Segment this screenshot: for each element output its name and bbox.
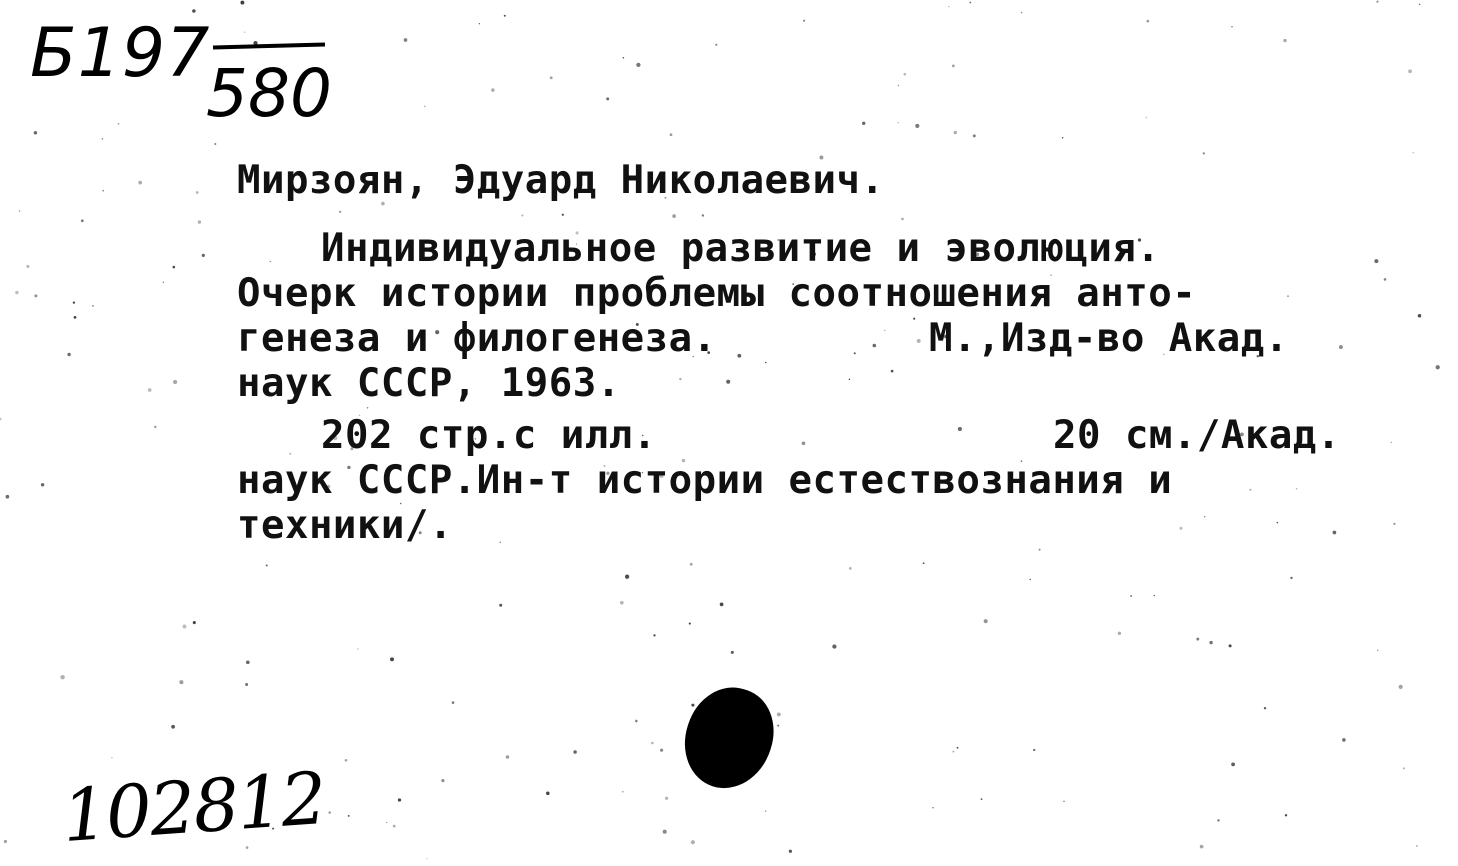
paper-speck bbox=[193, 621, 196, 624]
paper-speck bbox=[1412, 152, 1414, 154]
paper-speck bbox=[984, 619, 988, 623]
paper-speck bbox=[635, 720, 638, 723]
paper-speck bbox=[670, 133, 673, 136]
paper-speck bbox=[651, 742, 654, 745]
title-line-3: генеза и филогенеза. bbox=[237, 316, 717, 361]
paper-speck bbox=[849, 567, 852, 570]
paper-speck bbox=[4, 840, 7, 843]
paper-speck bbox=[424, 106, 426, 108]
paper-speck bbox=[138, 181, 142, 185]
paper-speck bbox=[720, 603, 724, 607]
paper-speck bbox=[118, 123, 120, 125]
paper-speck bbox=[60, 675, 64, 679]
paper-speck bbox=[74, 316, 77, 319]
paper-speck bbox=[34, 294, 37, 297]
paper-speck bbox=[179, 680, 183, 684]
paper-speck bbox=[1039, 549, 1041, 551]
paper-speck bbox=[862, 122, 865, 125]
paper-speck bbox=[802, 441, 806, 445]
paper-speck bbox=[969, 2, 971, 4]
paper-speck bbox=[1403, 767, 1405, 769]
paper-speck bbox=[1287, 295, 1289, 297]
paper-speck bbox=[6, 495, 10, 499]
paper-speck bbox=[479, 23, 480, 24]
paper-speck bbox=[1180, 527, 1183, 530]
paper-speck bbox=[958, 427, 962, 431]
paper-speck bbox=[111, 757, 112, 758]
paper-speck bbox=[148, 388, 152, 392]
paper-speck bbox=[620, 601, 624, 605]
paper-speck bbox=[1418, 314, 1422, 318]
paper-speck bbox=[932, 807, 933, 808]
paper-speck bbox=[1285, 814, 1287, 816]
series-line-2: техники/. bbox=[237, 503, 453, 548]
paper-speck bbox=[398, 798, 401, 801]
paper-speck bbox=[15, 291, 18, 294]
paper-speck bbox=[214, 143, 216, 145]
paper-speck bbox=[73, 301, 75, 303]
paper-speck bbox=[183, 625, 187, 629]
paper-speck bbox=[884, 330, 885, 331]
size: 20 см./Акад. bbox=[1053, 413, 1341, 458]
paper-speck bbox=[573, 750, 577, 754]
paper-speck bbox=[367, 407, 369, 409]
paper-speck bbox=[606, 97, 609, 100]
paper-speck bbox=[329, 811, 331, 813]
paper-speck bbox=[1333, 531, 1337, 535]
series-line-1: наук СССР.Ин-т истории естествознания и bbox=[237, 458, 1173, 503]
paper-speck bbox=[198, 220, 201, 223]
paper-speck bbox=[521, 215, 523, 217]
paper-speck bbox=[1249, 489, 1251, 491]
paper-speck bbox=[202, 254, 205, 257]
paper-speck bbox=[973, 134, 976, 137]
paper-speck bbox=[1290, 577, 1292, 579]
paper-speck bbox=[1196, 638, 1199, 641]
paper-speck bbox=[102, 190, 104, 192]
paper-speck bbox=[441, 779, 444, 782]
paper-speck bbox=[623, 57, 625, 59]
paper-speck bbox=[357, 648, 359, 650]
paper-speck bbox=[1146, 20, 1149, 23]
paper-speck bbox=[426, 858, 427, 859]
paper-speck bbox=[34, 131, 37, 134]
title-line-1: Индивидуальное развитие и эволюция. bbox=[321, 226, 1161, 271]
paper-speck bbox=[1342, 738, 1346, 742]
paper-speck bbox=[500, 541, 502, 543]
paper-speck bbox=[289, 453, 291, 455]
paper-speck bbox=[1374, 259, 1378, 263]
paper-speck bbox=[849, 379, 850, 380]
paper-speck bbox=[913, 318, 915, 320]
paper-speck bbox=[245, 683, 248, 686]
paper-speck bbox=[872, 344, 876, 348]
paper-speck bbox=[898, 85, 899, 86]
paper-speck bbox=[1376, 0, 1378, 2]
paper-speck bbox=[663, 830, 667, 834]
paper-speck bbox=[67, 353, 70, 356]
paper-speck bbox=[904, 73, 907, 76]
paper-speck bbox=[917, 339, 921, 343]
paper-speck bbox=[1229, 644, 1232, 647]
paper-speck bbox=[832, 645, 836, 649]
paper-speck bbox=[154, 426, 157, 429]
paper-speck bbox=[636, 63, 640, 67]
paper-speck bbox=[339, 211, 341, 213]
paper-speck bbox=[803, 20, 805, 22]
paper-speck bbox=[1377, 650, 1379, 652]
paper-speck bbox=[163, 281, 165, 283]
paper-speck bbox=[1283, 39, 1286, 42]
imprint-year: наук СССР, 1963. bbox=[237, 361, 621, 406]
paper-speck bbox=[386, 822, 387, 823]
paper-speck bbox=[1408, 69, 1412, 73]
paper-speck bbox=[625, 575, 629, 579]
paper-speck bbox=[1033, 749, 1035, 751]
paper-speck bbox=[1231, 26, 1232, 27]
paper-speck bbox=[390, 657, 394, 661]
paper-speck bbox=[765, 810, 766, 811]
paper-speck bbox=[952, 65, 955, 68]
paper-speck bbox=[1217, 819, 1220, 822]
paper-speck bbox=[653, 634, 655, 636]
paper-speck bbox=[1145, 117, 1147, 119]
paper-speck bbox=[266, 565, 268, 567]
paper-speck bbox=[1209, 641, 1212, 644]
paper-speck bbox=[923, 562, 925, 564]
paper-speck bbox=[1231, 763, 1235, 767]
paper-speck bbox=[1276, 522, 1278, 524]
paper-speck bbox=[1021, 12, 1023, 14]
paper-speck bbox=[1393, 523, 1395, 525]
paper-speck bbox=[81, 219, 84, 222]
paper-speck bbox=[660, 749, 663, 752]
paper-speck bbox=[952, 751, 954, 753]
paper-speck bbox=[506, 755, 510, 759]
paper-speck bbox=[665, 797, 668, 800]
paper-speck bbox=[393, 825, 396, 828]
paper-speck bbox=[1384, 278, 1387, 281]
paper-speck bbox=[1203, 152, 1205, 154]
paper-speck bbox=[981, 798, 983, 800]
paper-speck bbox=[901, 218, 904, 221]
paper-speck bbox=[246, 660, 250, 664]
paper-speck bbox=[173, 266, 176, 269]
paper-speck bbox=[1339, 345, 1343, 349]
paper-speck bbox=[404, 38, 408, 42]
paper-speck bbox=[19, 210, 21, 212]
paper-speck bbox=[491, 88, 494, 91]
paper-speck bbox=[92, 305, 94, 307]
paper-speck bbox=[679, 378, 681, 380]
paper-speck bbox=[689, 623, 691, 625]
paper-speck bbox=[1204, 516, 1205, 517]
paper-speck bbox=[1416, 845, 1418, 847]
paper-speck bbox=[915, 124, 919, 128]
paper-speck bbox=[1062, 137, 1064, 139]
paper-speck bbox=[1200, 845, 1204, 849]
paper-speck bbox=[499, 604, 502, 607]
paper-speck bbox=[948, 6, 949, 7]
paper-speck bbox=[26, 265, 29, 268]
paper-speck bbox=[171, 725, 175, 729]
title-line-2: Очерк истории проблемы соотношения анто- bbox=[237, 271, 1197, 316]
paper-speck bbox=[898, 122, 899, 123]
paper-speck bbox=[715, 44, 717, 46]
paper-speck bbox=[550, 76, 553, 79]
paper-speck bbox=[562, 214, 564, 216]
paper-speck bbox=[345, 759, 348, 762]
paper-speck bbox=[672, 214, 676, 218]
paper-speck bbox=[244, 31, 245, 32]
paper-speck bbox=[240, 1, 244, 5]
paper-speck bbox=[102, 138, 104, 140]
paper-speck bbox=[731, 651, 734, 654]
paper-speck bbox=[1399, 685, 1403, 689]
paper-speck bbox=[691, 704, 694, 707]
paper-speck bbox=[1436, 365, 1440, 369]
inventory-number: 102812 bbox=[59, 755, 328, 859]
paper-speck bbox=[622, 791, 624, 793]
shelfmark-subnumber: 580 bbox=[206, 55, 332, 132]
paper-speck bbox=[504, 15, 506, 17]
paper-speck bbox=[737, 354, 741, 358]
paper-speck bbox=[1153, 595, 1155, 597]
paper-speck bbox=[1296, 488, 1297, 489]
paper-speck bbox=[1419, 4, 1421, 6]
shelfmark-code: Б197 bbox=[30, 14, 211, 93]
paper-speck bbox=[954, 131, 957, 134]
paper-speck bbox=[854, 352, 856, 354]
paper-speck bbox=[891, 370, 894, 373]
paper-speck bbox=[452, 701, 455, 704]
paper-speck bbox=[1118, 632, 1121, 635]
paper-speck bbox=[1030, 579, 1031, 580]
paper-speck bbox=[1391, 442, 1392, 443]
paper-speck bbox=[192, 9, 196, 13]
paper-speck bbox=[41, 483, 44, 486]
paper-speck bbox=[777, 725, 779, 727]
paper-speck bbox=[691, 840, 695, 844]
paper-speck bbox=[196, 191, 199, 194]
paper-speck bbox=[173, 380, 177, 384]
paper-speck bbox=[1264, 707, 1266, 709]
paper-speck bbox=[789, 850, 792, 853]
paper-speck bbox=[0, 418, 2, 421]
imprint-publisher: М.,Изд-во Акад. bbox=[929, 316, 1289, 361]
paper-speck bbox=[348, 815, 350, 817]
extent: 202 стр.с илл. bbox=[321, 413, 657, 458]
paper-speck bbox=[702, 214, 704, 216]
paper-speck bbox=[546, 791, 550, 795]
author-heading: Мирзоян, Эдуард Николаевич. bbox=[237, 158, 885, 203]
paper-speck bbox=[957, 747, 959, 749]
paper-speck bbox=[765, 362, 767, 364]
paper-speck bbox=[1130, 595, 1132, 597]
paper-speck bbox=[726, 380, 730, 384]
paper-speck bbox=[690, 563, 693, 566]
paper-speck bbox=[777, 712, 781, 716]
paper-speck bbox=[1063, 801, 1064, 802]
paper-speck bbox=[270, 261, 271, 262]
